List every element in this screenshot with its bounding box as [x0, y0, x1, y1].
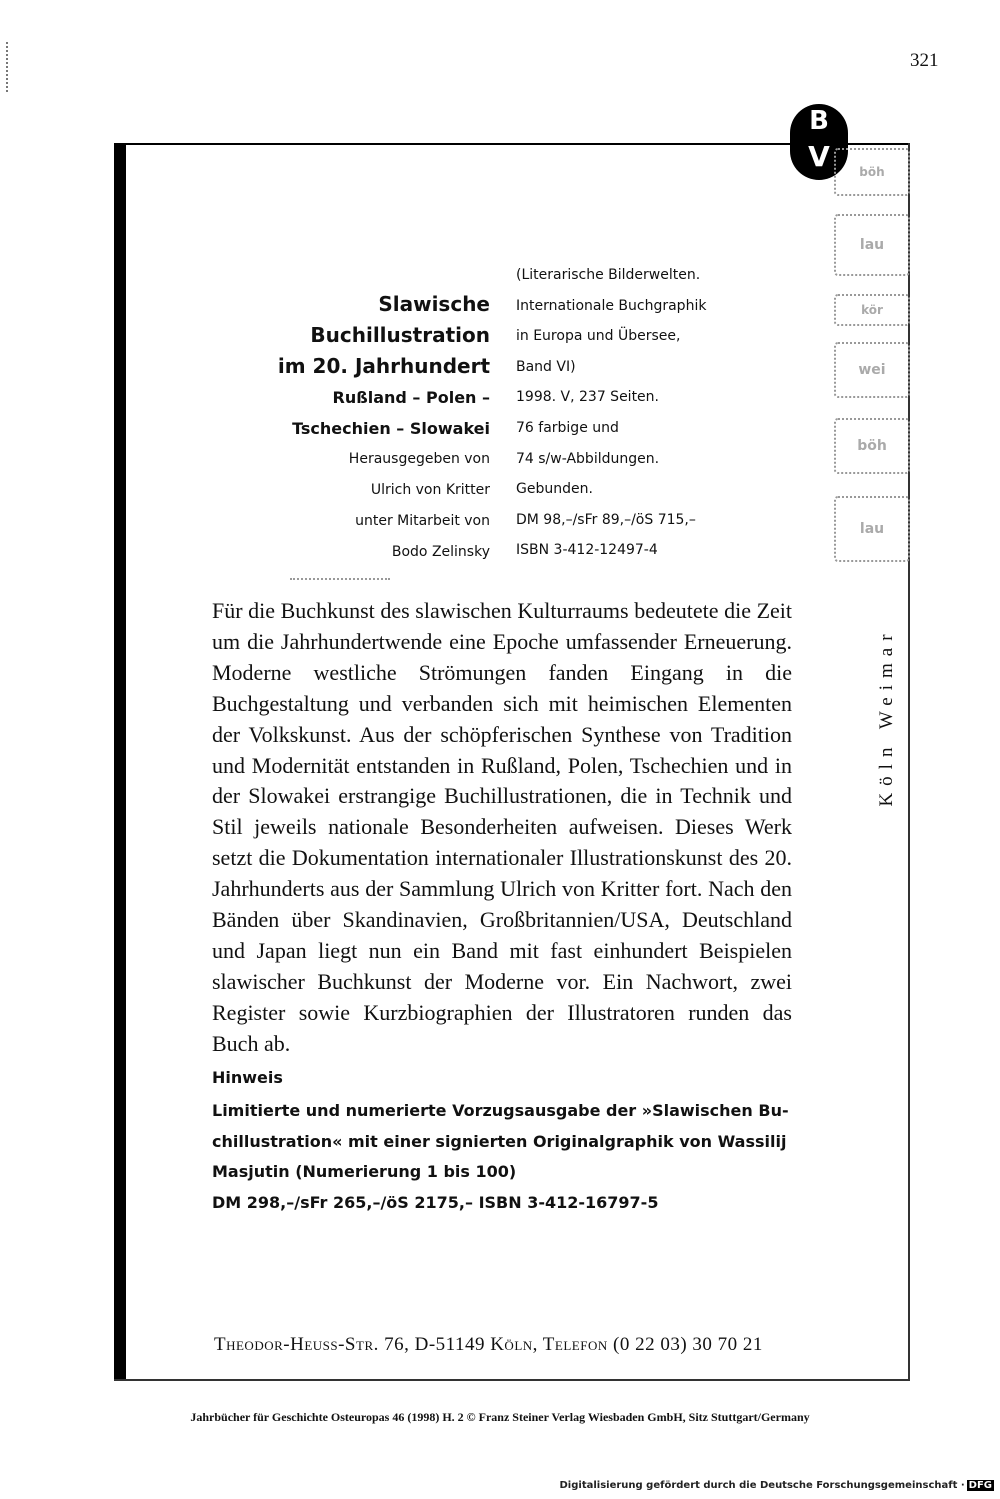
book-title-line: im 20. Jahrhundert [277, 354, 490, 378]
note-heading: Hinweis [212, 1068, 283, 1087]
journal-citation: Jahrbücher für Geschichte Osteuropas 46 (1998) H. 2 © Franz Steiner Verlag Wiesbaden GmbH, Sitz Stuttgart/Germany [190, 1410, 810, 1424]
book-title-line: Slawische [378, 292, 490, 316]
frame-bottom-border [114, 1379, 910, 1381]
note-line: Masjutin (Numerierung 1 bis 100) [212, 1162, 517, 1181]
dfg-logo: DFG [968, 1480, 992, 1491]
frame-right-border [908, 143, 910, 1381]
special-edition-note [212, 1066, 802, 1218]
editor-line: Ulrich von Kritter [370, 482, 490, 498]
decor-mark: wei [834, 342, 910, 398]
detail-line: Gebunden. [516, 481, 593, 498]
detail-line: 1998. V, 237 Seiten. [516, 389, 659, 406]
decor-mark: böh [834, 148, 910, 196]
scan-margin-dots [6, 42, 10, 92]
dfg-credit-text: Digitalisierung gefördert durch die Deutsche Forschungsgemeinschaft · [559, 1480, 965, 1491]
book-subtitle-line: Rußland – Polen – [332, 388, 490, 407]
note-line: Limitierte und numerierte Vorzugsausgabe der »Slawischen Bu- [212, 1101, 789, 1120]
isbn-line: ISBN 3-412-12497-4 [516, 542, 658, 559]
book-description: Für die Buchkunst des slawischen Kulturraums bedeutete die Zeit um die Jahrhundertwende eine Epoche umfassender Erneuerung. Moderne westliche Strömungen fanden Eingang in die Buchgestaltung und verbanden sich mit heimischen Elementen der Volkskunst. Aus der schöpferischen Synthese von Tradition und Modernität entstanden in Rußland, Polen, Tschechien und in der Slowakei erstrangige Buchillustrationen, die in Technik und Stil jeweils nationale Besonderheiten aufweisen. Dieses Werk setzt die Dokumentation internationaler Illustrationskunst des 20. Jahrhunderts aus der Sammlung Ulrich von Kritter fort. Nach den Bänden über Skandinavien, Großbritannien/USA, Deutschland und Japan liegt nun ein Band mit fast einhundert Beispielen slawischer Buchkunst der Moderne vor. Ein Nachwort, zwei Register sowie Kurzbiographien der Illustratoren runden das Buch ab. [212, 598, 792, 1056]
note-line: chillustration« mit einer signierten Originalgraphik von Wassilij [212, 1131, 787, 1151]
decor-mark: böh [834, 418, 910, 474]
page-number: 321 [910, 50, 939, 71]
editor-line: Bodo Zelinsky [391, 544, 490, 560]
book-details [516, 260, 816, 566]
logo-letter-v: V [808, 140, 830, 173]
book-title-block [180, 289, 490, 568]
book-subtitle-line: Tschechien – Slowakei [292, 419, 490, 438]
decor-mark: kör [834, 294, 910, 326]
logo-letter-b: B [809, 106, 829, 136]
detail-line: 76 farbige und [516, 419, 619, 436]
book-title-line: Buchillustration [310, 323, 490, 347]
publisher-address: Theodor-Heuss-Str. 76, D-51149 Köln, Telefon (0 22 03) 30 70 21 [214, 1334, 763, 1355]
decorative-logo-column [830, 146, 908, 576]
frame-left-bar [114, 144, 126, 1380]
detail-line: in Europa und Übersee, [516, 328, 681, 345]
publisher-cities-vertical [872, 594, 896, 844]
detail-line: 74 s/w-Abbildungen. [516, 450, 660, 467]
decor-mark: lau [834, 496, 910, 562]
separator-dots [290, 578, 390, 580]
editor-line: Herausgegeben von [348, 451, 490, 467]
dfg-credit [560, 1480, 995, 1491]
detail-line: Internationale Buchgraphik [516, 297, 707, 314]
detail-line: Band VI) [516, 358, 576, 375]
decor-mark: lau [834, 214, 910, 276]
editor-line: unter Mitarbeit von [355, 513, 490, 529]
note-price-line: DM 298,–/sFr 265,–/öS 2175,– ISBN 3-412-16797-5 [212, 1192, 659, 1212]
price-line: DM 98,–/sFr 89,–/öS 715,– [516, 511, 696, 528]
publisher-cities-text: Köln Weimar [876, 627, 897, 807]
detail-line: (Literarische Bilderwelten. [516, 267, 701, 283]
